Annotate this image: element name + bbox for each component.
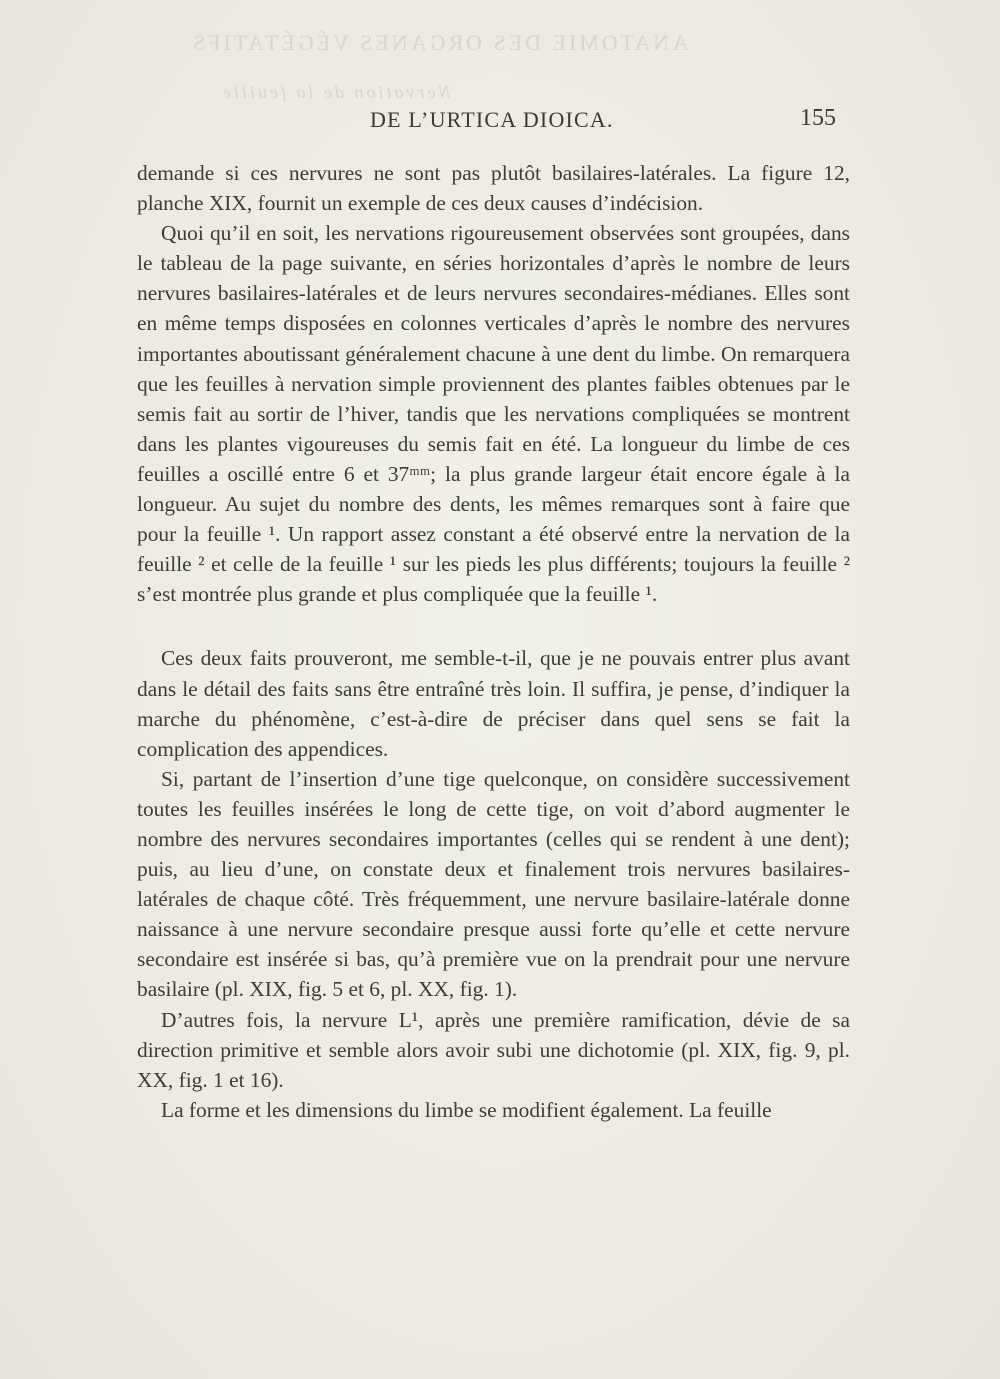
page-number: 155 [800, 105, 836, 131]
page-header [137, 103, 850, 143]
running-title: DE L’URTICA DIOICA. [370, 107, 614, 132]
paragraph: La forme et les dimensions du limbe se modifient également. La feuille [161, 1097, 772, 1122]
paragraph: Quoi qu’il en soit, les nervations rigoureusement observées sont groupées, dans le tableau de la page suivante, en séries horizontales d’après le nombre de leurs nervures basilaires-latérales et de leurs nervures secondaires-médianes. Elles sont en même temps disposées en colonnes verticales d’après le nombre des nervures importantes aboutissant généralement chacune à une dent du limbe. On remarquera que les feuilles à nervation simple proviennent des plantes faibles obtenues par le semis fait au sortir de l’hiver, tandis que les nervations compliquées se montrent dans les plantes vigoureuses du semis fait en été. La longueur du limbe de ces feuilles a oscillé entre 6 et 37ᵐᵐ; la plus grande largeur était encore égale à la longueur. Au sujet du nombre des dents, les mêmes remarques sont à faire que pour la feuille ¹. Un rapport assez constant a été observé entre la nervation de la feuille ² et celle de la feuille ¹ sur les pieds les plus différents; toujours la feuille ² s’est montrée plus grande et plus compliquée que la feuille ¹. [137, 221, 850, 607]
paragraph: D’autres fois, la nervure L¹, après une première ramification, dévie de sa direction primitive et semble alors avoir subi une dichotomie (pl. XIX, fig. 9, pl. XX, fig. 1 et 16). [137, 1007, 850, 1092]
paragraph: demande si ces nervures ne sont pas plutôt basilaires-latérales. La figure 12, planche XIX, fournit un exemple de ces deux causes d’indécision. [137, 161, 850, 216]
bleed-through-text: ANATOMIE DES ORGANES VÉGÉTATIFS [190, 30, 689, 55]
paragraph-gap [137, 609, 850, 643]
paragraph: Si, partant de l’insertion d’une tige quelconque, on considère successivement toutes les feuilles insérées le long de cette tige, on voit d’abord augmenter le nombre des nervures secondaires importantes (celles qui se rendent à une dent); puis, au lieu d’une, on constate deux et finalement trois nervures basilaires-latérales de chaque côté. Très fréquemment, une nervure basilaire-latérale donne naissance à une nervure secondaire presque aussi forte qu’elle et cette nervure secondaire est insérée si bas, qu’à première vue on la prendrait pour une nervure basilaire (pl. XIX, fig. 5 et 6, pl. XX, fig. 1). [137, 766, 850, 1002]
bleed-through-text: Nervation de la feuille [220, 82, 451, 102]
paragraph: Ces deux faits prouveront, me semble-t-il, que je ne pouvais entrer plus avant dans le détail des faits sans être entraîné très loin. Il suffira, je pense, d’indiquer la marche du phénomène, c’est-à-dire de préciser dans quel sens se fait la complication des appendices. [137, 646, 850, 761]
body-text [137, 158, 850, 1125]
